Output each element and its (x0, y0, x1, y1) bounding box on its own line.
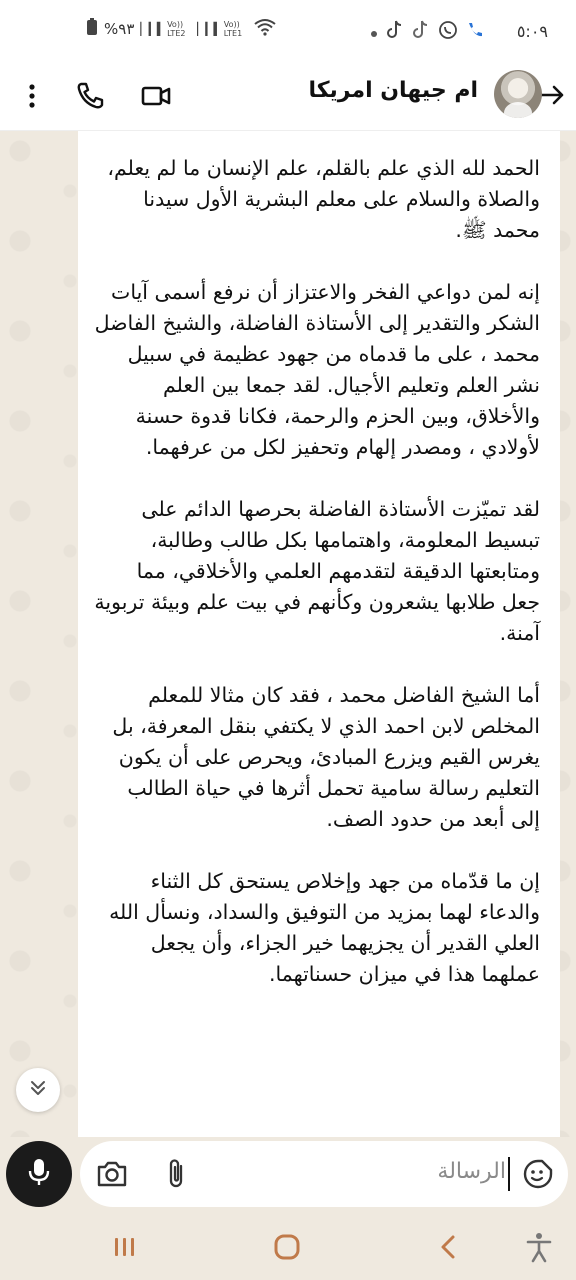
system-nav-bar (0, 1213, 576, 1280)
battery-percent: %٩٣ (104, 20, 135, 38)
tiktok-icon (386, 20, 404, 44)
text-caret (508, 1157, 510, 1191)
status-left (86, 18, 276, 40)
tiktok-icon-2 (412, 20, 430, 44)
message-paragraph: إنه لمن دواعي الفخر والاعتزاز أن نرفع أسمى آيات الشكر والتقدير إلى الأستاذة الفاضلة، والشيخ الفاضل محمد ، على ما قدماه من جهود عظيمة في سبيل نشر العلم وتعليم الأجيال. لقد جمعا بين العلم والأخلاق، وبين الحزم والرحمة، فكانا قدوة حسنة لأولادي ، ومصدر إلهام وتحفيز لكل من عرفهما. (94, 280, 540, 459)
back-icon[interactable] (436, 1233, 460, 1261)
chat-area[interactable] (0, 131, 576, 1137)
sim1-signal: ▏▎▍ Vo)) LTE1 (197, 20, 248, 38)
sim2-label: Vo)) LTE2 (167, 20, 186, 38)
message-paragraph: إن ما قدّماه من جهد وإخلاص يستحق كل الثناء والدعاء لهما بمزيد من التوفيق والسداد، ونسأل الله العلي القدير أن يجزيهما خير الجزاء، وأن يجعل عملهما هذا في ميزان حسناتهما. (109, 869, 540, 986)
emoji-sticker-icon[interactable] (522, 1158, 554, 1190)
accessibility-icon[interactable] (524, 1231, 554, 1263)
message-paragraph: الحمد لله الذي علم بالقلم، علم الإنسان ما لم يعلم، والصلاة والسلام على معلم البشرية الأول سيدنا محمد ﷺ. (107, 156, 540, 242)
call-icon (466, 21, 484, 43)
arrow-right-icon[interactable] (538, 80, 568, 110)
scroll-to-bottom-button[interactable] (16, 1068, 60, 1112)
camera-icon[interactable] (96, 1159, 128, 1189)
more-vertical-icon[interactable] (16, 80, 48, 112)
paperclip-icon[interactable] (164, 1157, 190, 1191)
dot-icon (370, 23, 378, 42)
composer (0, 1137, 576, 1213)
contact-name[interactable]: ام جيهان امريكا (308, 78, 478, 103)
recent-apps-icon[interactable] (112, 1235, 138, 1259)
sim2-signal: ▏▎▍ Vo)) LTE2 (140, 20, 191, 38)
wifi-icon (254, 18, 276, 40)
whatsapp-icon (438, 20, 458, 44)
message-input-placeholder: الرسالة (437, 1159, 506, 1184)
message-paragraph: أما الشيخ الفاضل محمد ، فقد كان مثالا للمعلم المخلص لابن احمد الذي لا يكتفي بنقل المعرفة، بل يغرس القيم ويزرع المبادئ، ويحرص على أن يكون التعليم رسالة سامية تحمل أثرها في حياة الطالب إلى أبعد من حدود الصف. (112, 683, 540, 831)
status-time: ٥:٠٩ (516, 22, 548, 41)
video-camera-icon[interactable] (140, 80, 172, 112)
message-input-box[interactable] (80, 1141, 568, 1207)
avatar[interactable] (494, 70, 542, 118)
message-paragraph: لقد تميّزت الأستاذة الفاضلة بحرصها الدائم على تبسيط المعلومة، واهتمامها بكل طالب وطالبة، ومتابعتها الدقيقة لتقدمهم العلمي والأخلاقي، مما جعل طلابها يشعرون وكأنهم في بيت علم وبيئة تربوية آمنة. (94, 497, 540, 645)
phone-icon[interactable] (74, 80, 106, 112)
home-icon[interactable] (273, 1233, 301, 1261)
sim1-label: Vo)) LTE1 (223, 20, 243, 38)
status-bar (0, 0, 576, 64)
message-bubble[interactable] (78, 131, 560, 1137)
battery-icon (86, 18, 98, 40)
microphone-icon (26, 1157, 52, 1191)
double-chevron-down-icon (28, 1078, 48, 1102)
message-text (94, 153, 540, 990)
mic-button[interactable] (6, 1141, 72, 1207)
chat-header (0, 64, 576, 131)
notification-icons (370, 20, 484, 44)
